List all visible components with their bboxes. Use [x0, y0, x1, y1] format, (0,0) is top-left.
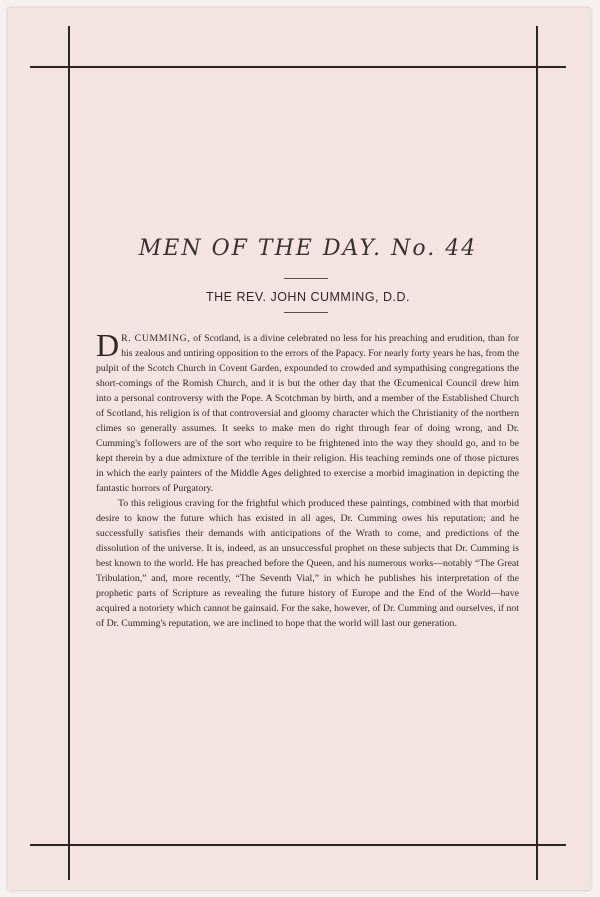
frame-rule-right — [536, 26, 538, 880]
paragraph-2: To this religious craving for the frightful which produced these paintings, combined with that morbid desire to know the future which has existed in all ages, Dr. Cumming owes his reputation; and he successfully satisfies their demands with anticipations of the Wrath to come, and predictions of the dissolution of the universe. It is, indeed, as an unsuccessful prophet on these subjects that Dr. Cumming is best known to the world. He has preached before the Queen, and his numerous works—notably “The Great Tribulation,” and, more recently, “The Seventh Vial,” in which he publishes his interpretation of the prophetic parts of Scripture as revealing the future history of Europe and the End of the World—have acquired a notoriety which cannot be gainsaid. For the sake, however, of Dr. Cumming and ourselves, if not of Dr. Cumming's reputation, we are inclined to hope that the world will last our generation. — [96, 498, 519, 629]
series-title: MEN OF THE DAY. No. 44 — [138, 236, 478, 261]
article-subject: THE REV. JOHN CUMMING, D.D. — [205, 290, 411, 304]
frame-rule-left — [68, 26, 70, 880]
title-divider-bottom — [284, 312, 328, 313]
paragraph-1-text: of Scotland, is a divine celebrated no less for his preaching and erudition, than for his zealous and untiring opposition to the errors of the Papacy. For nearly forty years he has, from the pulpit of the Scotch Church in Covent Garden, expounded to crowded and sympathising congregations the short-comings of the Romish Church, and it is but the other day that the Œcumenical Council drew him into a personal controversy with the Pope. A Scotchman by birth, and a member of the Established Church of Scotland, his religion is of that controversial and gloomy character which the Christianity of the northern climes so generally assumes. It seeks to make men do right through fear of doing wrong, and Dr. Cumming's followers are of the sort who require to be frightened into the way they should go, and to be kept therein by a due admixture of the terrible in their religion. His teaching reminds one of those pictures in which the early painters of the Middle Ages delighted to exercise a morbid imagination in depicting the fantastic horrors of Purgatory. — [96, 333, 519, 494]
lead-word: R. CUMMING, — [121, 333, 191, 344]
frame-rule-top — [30, 66, 566, 68]
title-divider-top — [284, 278, 328, 279]
page-sheet — [8, 8, 590, 890]
drop-cap: D — [96, 327, 120, 363]
article-body — [96, 327, 519, 631]
paragraph-1 — [96, 327, 519, 496]
frame-rule-bottom — [30, 844, 566, 846]
